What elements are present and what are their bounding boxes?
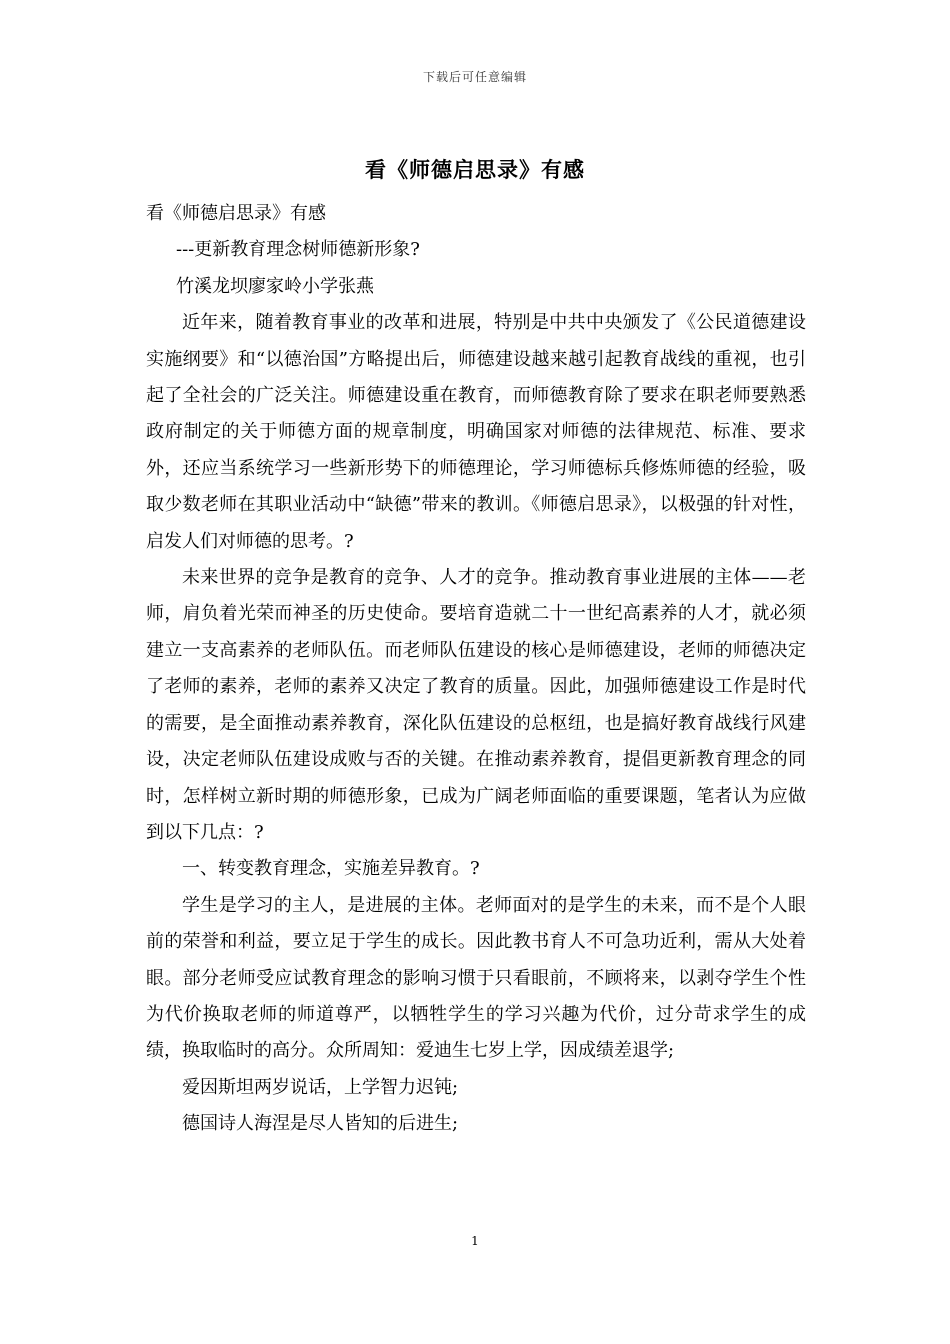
author-line: 竹溪龙坝廖家岭小学张燕: [176, 275, 374, 297]
page-number: 1: [471, 1234, 479, 1248]
paragraph: 德国诗人海涅是尽人皆知的后进生;: [182, 1113, 459, 1135]
document-body: [146, 196, 806, 1143]
section-heading: 一、转变教育理念，实施差异教育。?: [182, 858, 480, 880]
paragraph: 学生是学习的主人，是进展的主体。老师面对的是学生的未来，而不是个人眼前的荣誉和利益，要立足于学生的成长。因此教书育人不可急功近利，需从大处着眼。部分老师受应试教育理念的影响习惯于只看眼前，不顾将来，以剥夺学生个性为代价换取老师的师道尊严，以牺牲学生的学习兴趣为代价，过分苛求学生的成绩，换取临时的高分。众所周知：爱迪生七岁上学，因成绩差退学;: [146, 894, 806, 1062]
document-title: 看《师德启思录》有感: [365, 157, 585, 182]
paragraph: 近年来，随着教育事业的改革和进展，特别是中共中央颁发了《公民道德建设实施纲要》和“以德治国”方略提出后，师德建设越来越引起教育战线的重视，也引起了全社会的广泛关注。师德建设重在教育，而师德教育除了要求在职老师要熟悉政府制定的关于师德方面的规章制度，明确国家对师德的法律规范、标准、要求外，还应当系统学习一些新形势下的师德理论，学习师德标兵修炼师德的经验，吸取少数老师在其职业活动中“缺德”带来的教训。《师德启思录》，以极强的针对性，启发人们对师德的思考。?: [146, 312, 806, 552]
paragraph: 未来世界的竞争是教育的竞争、人才的竞争。推动教育事业进展的主体——老师，肩负着光荣而神圣的历史使命。要培育造就二十一世纪高素养的人才，就必须建立一支高素养的老师队伍。而老师队伍建设的核心是师德建设，老师的师德决定了老师的素养，老师的素养又决定了教育的质量。因此，加强师德建设工作是时代的需要，是全面推动素养教育，深化队伍建设的总枢纽，也是搞好教育战线行风建设，决定老师队伍建设成败与否的关键。在推动素养教育，提倡更新教育理念的同时，怎样树立新时期的师德形象，已成为广阔老师面临的重要课题，笔者认为应做到以下几点：?: [146, 567, 806, 843]
subtitle-line: 看《师德启思录》有感: [146, 203, 326, 224]
paragraph: 爱因斯坦两岁说话，上学智力迟钝;: [182, 1076, 459, 1098]
header-note: 下载后可任意编辑: [422, 70, 527, 84]
tagline: ---更新教育理念树师德新形象?: [176, 239, 420, 261]
